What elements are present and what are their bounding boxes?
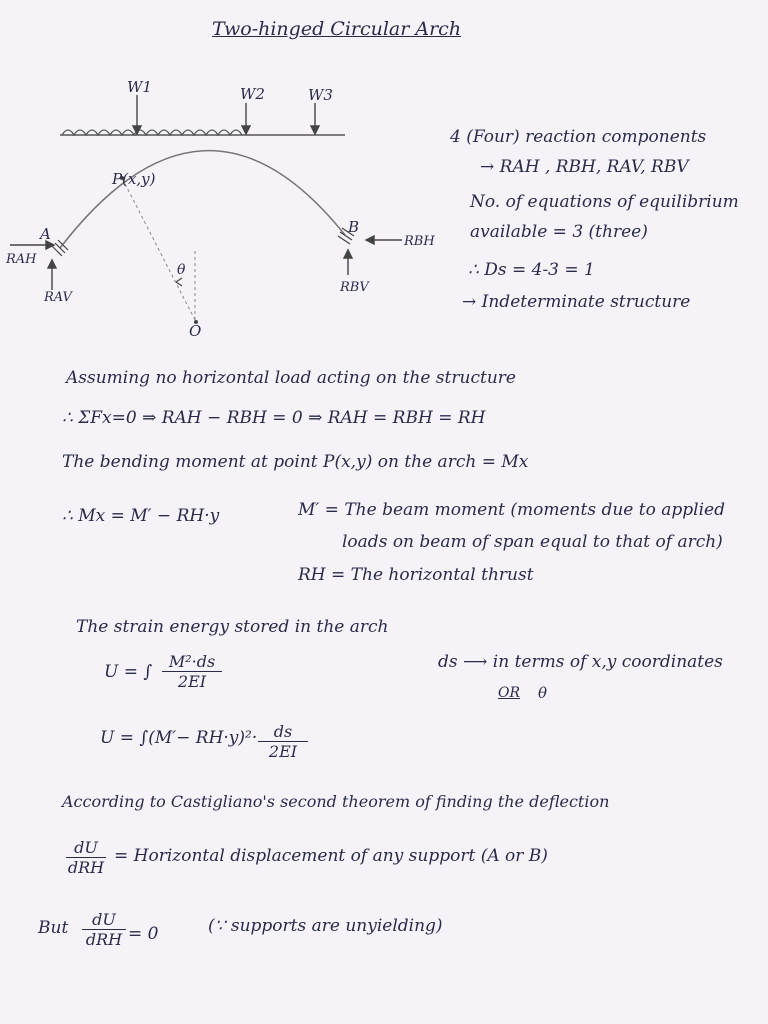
but-denominator: dRH — [85, 930, 123, 949]
theta-label: θ — [177, 262, 186, 278]
ds-note: ds ⟶ in terms of x,y coordinates — [438, 652, 723, 672]
u1-fraction — [162, 652, 222, 691]
load-w3-label: W3 — [308, 86, 333, 104]
bending-line: The bending moment at point P(x,y) on the arch = Mx — [62, 452, 529, 472]
assumption-line: Assuming no horizontal load acting on the structure — [66, 368, 516, 388]
rh-def: RH = The horizontal thrust — [298, 565, 534, 585]
fx-equation: ∴ ΣFx=0 ⇒ RAH − RBH = 0 ⇒ RAH = RBH = RH — [62, 408, 486, 428]
u2-denominator: 2EI — [268, 742, 298, 761]
u1-denominator: 2EI — [177, 672, 207, 691]
load-w1-label: W1 — [127, 78, 152, 96]
load-w2-label: W2 — [240, 85, 265, 103]
u2-fraction — [258, 722, 308, 761]
mx-equation: ∴ Mx = M′ − RH·y — [62, 506, 220, 526]
u1-lhs: U = ∫ — [104, 662, 153, 682]
or-theta: θ — [538, 684, 548, 702]
castigliano-line: According to Castigliano's second theorem of finding the deflection — [62, 792, 610, 811]
rah-label: RAH — [6, 252, 37, 267]
note-reaction-list: → RAH , RBH, RAV, RBV — [480, 157, 689, 177]
note-equations: No. of equations of equilibrium — [470, 192, 739, 212]
u2-numerator: ds — [258, 722, 308, 742]
support-a-label: A — [40, 225, 51, 243]
but-label: But — [38, 918, 69, 938]
u2-lhs: U = ∫(M′− RH·y)²· — [100, 728, 258, 748]
rbh-label: RBH — [404, 234, 435, 249]
support-b-label: B — [348, 218, 360, 236]
strain-energy-line: The strain energy stored in the arch — [76, 617, 389, 637]
but-equals: = 0 — [128, 924, 159, 944]
or-label: OR — [498, 685, 521, 701]
arch-curve — [60, 151, 345, 248]
page-title: Two-hinged Circular Arch — [212, 18, 462, 40]
du-denominator: dRH — [67, 858, 105, 877]
point-p-label: P(x,y) — [112, 170, 156, 188]
support-a-hinge — [52, 240, 68, 256]
rav-label: RAV — [44, 290, 72, 305]
unyielding-note: (∵ supports are unyielding) — [208, 916, 443, 936]
m-prime-def-2: loads on beam of span equal to that of arch) — [342, 532, 723, 552]
theta-mark — [176, 278, 182, 286]
radius-line — [122, 178, 195, 320]
du-text: = Horizontal displacement of any support (A or B) — [114, 846, 548, 866]
du-numerator: dU — [66, 838, 106, 858]
note-indeterminate: → Indeterminate structure — [462, 292, 691, 312]
du-fraction — [66, 838, 106, 877]
note-ds: ∴ Ds = 4-3 = 1 — [468, 260, 595, 280]
u1-numerator: M²·ds — [162, 652, 222, 672]
note-available: available = 3 (three) — [470, 222, 648, 242]
rbv-label: RBV — [340, 280, 369, 295]
load-arrows — [133, 95, 319, 134]
but-numerator: dU — [82, 910, 126, 930]
but-fraction — [82, 910, 126, 949]
center-label: O — [189, 322, 202, 340]
note-reaction-components: 4 (Four) reaction components — [450, 127, 707, 147]
m-prime-def-1: M′ = The beam moment (moments due to applied — [298, 500, 725, 520]
